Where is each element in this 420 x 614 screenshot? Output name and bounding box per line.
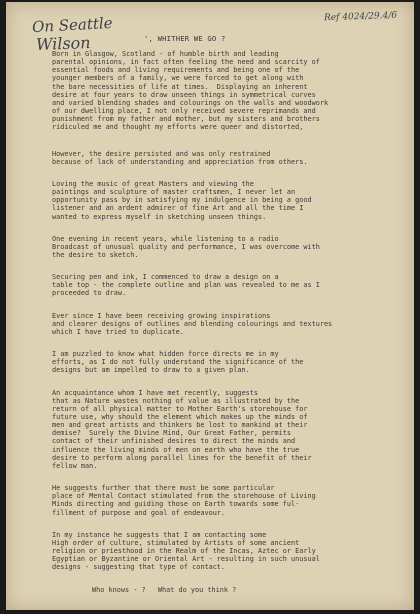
paragraph-inspirations: Ever since I have been receiving growing inspirations and clearer designs of outlines and blending colourings and textures which I have tried to duplicate. bbox=[52, 311, 333, 336]
paragraph-desire-persisted: However, the desire persisted and was only restrained because of lack of understanding and appreciation from others. bbox=[52, 149, 308, 166]
typed-page bbox=[6, 2, 414, 610]
paragraph-birth: Born in Glasgow, Scotland - of humble birth and leading parental opinions, in fact often feeling the need and scarcity of essential foods and living requirements and being one of the younger members of a family, we were forced to get along with the bare necessities of life at times. Displaying an inherent desire at four years to draw unseen things in symmetrical curves and varied blending shades and colourings on the walls and woodwork of our dwelling place, I not only received severe reprimands and punishment from my father and mother, but my sisters and brothers ridiculed me and thought my efforts were queer and distorted, bbox=[52, 50, 329, 132]
paragraph-ancient-culture: In my instance he suggests that I am contacting some High order of culture, stimulated by Artists of some ancient religion or priesthood in the Realm of the Incas, Aztec or Early Egyptian or Byzantine or Oriental Art - resulting in such unusual designs - suggesting that type of contact. bbox=[52, 530, 320, 572]
paragraph-mental-contact: He suggests further that there must be some particular place of Mental Contact stimulated from the storehouse of Living Minds directing and guiding those on Earth towards some ful- fillment of purpose and goal of endeavour. bbox=[52, 484, 316, 517]
typed-body bbox=[52, 50, 398, 594]
paragraph-loving-music: Loving the music of great Masters and viewing the paintings and sculpture of master craftsmen, I never let an opportunity pass by in satisfying my indulgence in being a good listener and an ardent admirer of fine Art and all the time I wanted to express myself in sketching unseen things. bbox=[52, 179, 312, 221]
paragraph-puzzled: I am puzzled to know what hidden force directs me in my efforts, as I do not fully understand the significance of the designs but am impelled to draw to a given plan. bbox=[52, 350, 304, 375]
handwritten-title-line-2: Wilson bbox=[35, 33, 91, 54]
handwritten-reference-number: Ref 4024/29.4/6 bbox=[323, 10, 398, 24]
handwritten-title-line-1: On Seattle bbox=[31, 13, 113, 37]
paragraph-acquaintance: An acquaintance whom I have met recently, suggests that as Nature wastes nothing of value as illustrated by the return of all physical matter to Mother Earth's storehouse for future use, why should the element which makes up the minds of men and great artists and thinkers be lost to mankind at their demise? Surely the Divine Mind, Our Great Father, permits contact of their unfinished desires to direct the minds and influence the living minds of men on earth who have the true desire to perform along parallel lines for the benefit of their fellow man. bbox=[52, 388, 312, 470]
paragraph-radio-broadcast: One evening in recent years, while listening to a radio Broadcast of unusual quality and performance, I was overcome with the desire to sketch. bbox=[52, 234, 320, 259]
typed-heading: ', WHITHER WE GO ? bbox=[144, 34, 226, 43]
paragraph-pen-and-ink: Securing pen and ink, I commenced to draw a design on a table top - the complete outline and plan was revealed to me as I proceeded to draw. bbox=[52, 273, 320, 298]
closing-question: Who knows - ? What do you think ? bbox=[92, 585, 237, 594]
